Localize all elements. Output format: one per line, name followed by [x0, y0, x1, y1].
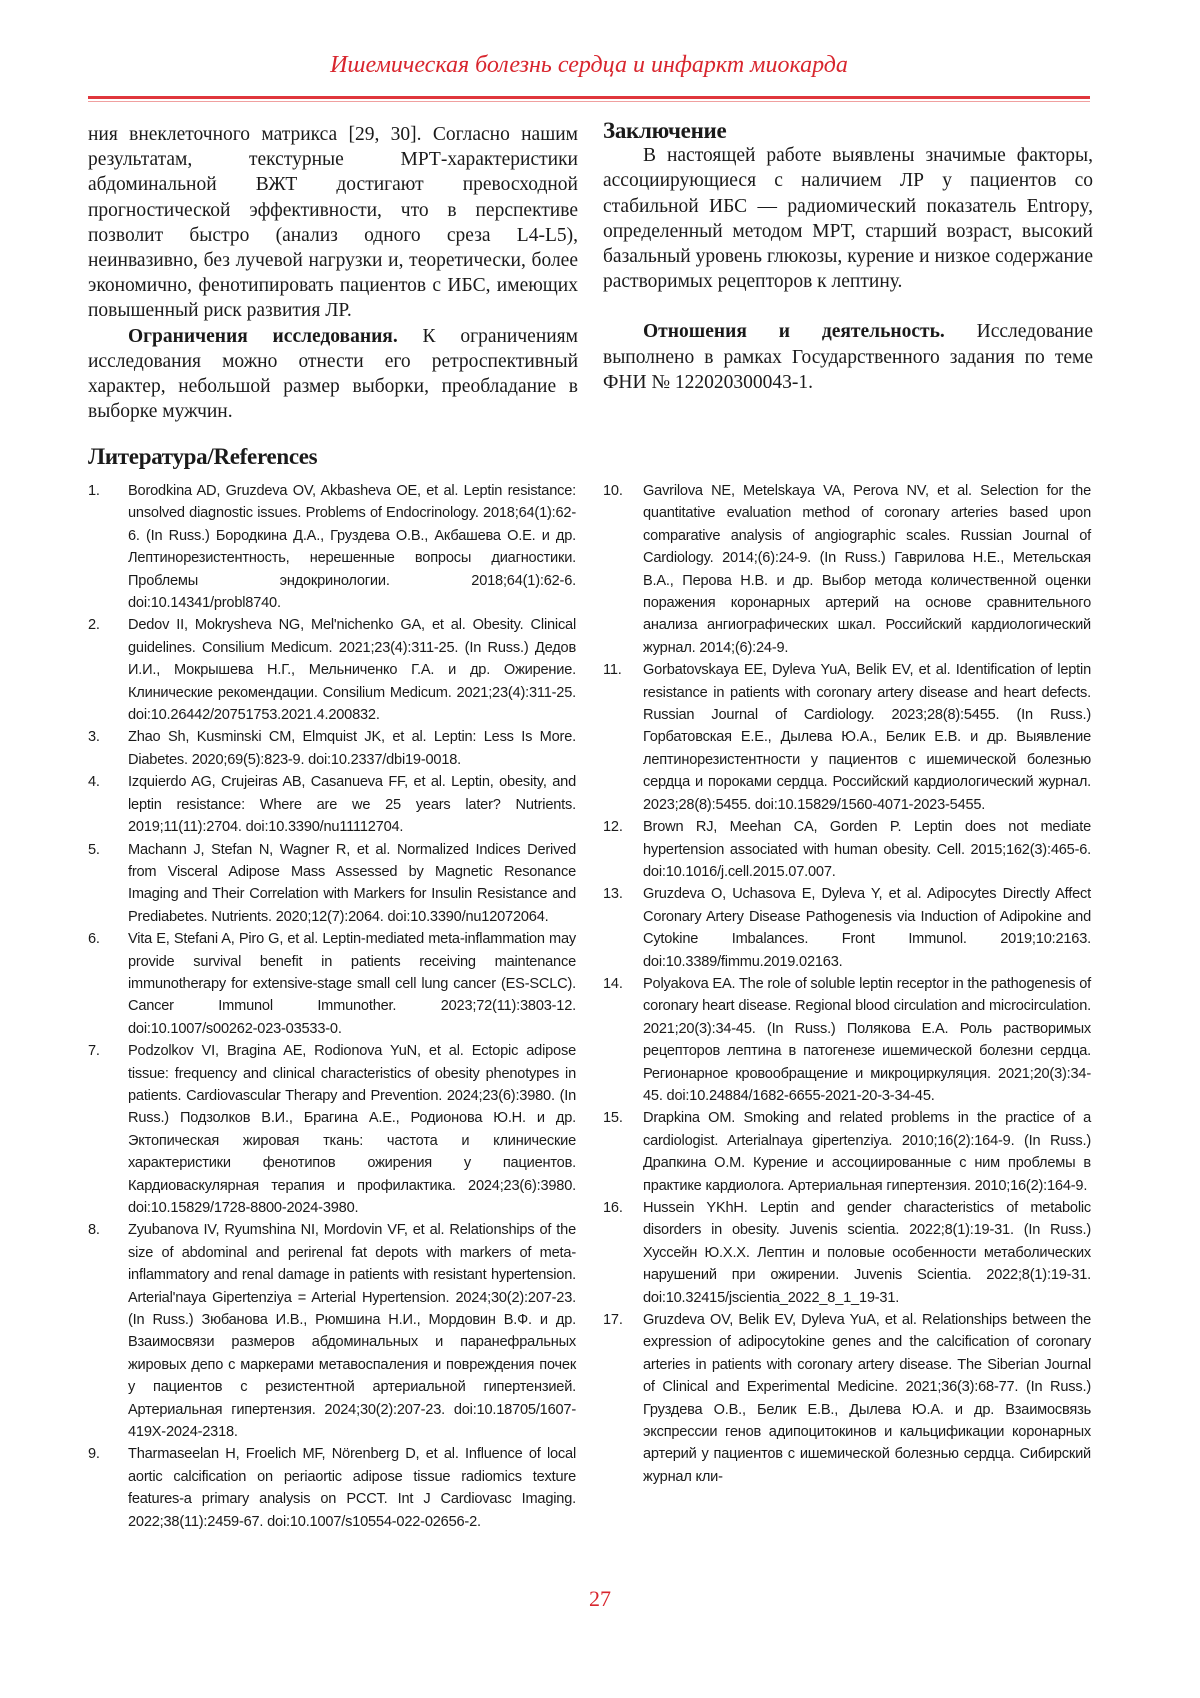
reference-item	[603, 1197, 1091, 1309]
reference-item	[603, 480, 1091, 659]
references-left-column	[88, 480, 576, 1533]
conclusion-paragraph: В настоящей работе выявлены значимые факторы, ассоциирующиеся с наличием ЛР у пациентов со стабильной ИБС — радиомический показатель Entropy, определенный методом МРТ, старший возраст, высокий базальный уровень глюкозы, курение и низкое содержание растворимых рецепторов к лептину.	[603, 143, 1093, 294]
reference-number: 8.	[88, 1219, 128, 1443]
relations-paragraph	[603, 319, 1093, 395]
reference-text: Vita E, Stefani A, Piro G, et al. Leptin-mediated meta-inflammation may provide survival benefit in patients receiving maintenance immunotherapy for extensive-stage small cell lung cancer (ES-SCLC). Cancer Immunol Immunother. 2023;72(11):3803-12. doi:10.1007/s00262-023-03533-0.	[128, 928, 576, 1040]
reference-item	[603, 1309, 1091, 1488]
reference-number: 12.	[603, 816, 643, 883]
reference-item	[88, 928, 576, 1040]
reference-text: Gruzdeva O, Uchasova E, Dyleva Y, et al. Adipocytes Directly Affect Coronary Artery Disease Pathogenesis via Induction of Adipokine and Cytokine Imbalances. Front Immunol. 2019;10:2163. doi:10.3389/fimmu.2019.02163.	[643, 883, 1091, 973]
reference-text: Drapkina OM. Smoking and related problems in the practice of a cardiologist. Arterialnaya gipertenziya. 2010;16(2):164-9. (In Russ.) Драпкина О.М. Курение и ассоциированные с ним проблемы в практике кардиолога. Артериальная гипертензия. 2010;16(2):164-9.	[643, 1107, 1091, 1197]
reference-number: 14.	[603, 973, 643, 1107]
reference-text: Gorbatovskaya EE, Dyleva YuA, Belik EV, et al. Identification of leptin resistance in patients with coronary artery disease and heart defects. Russian Journal of Cardiology. 2023;28(8):5455. (In Russ.) Горбатовская Е.Е., Дылева Ю.А., Белик Е.В. и др. Выявление лептинорезистентности у пациентов с ишемической болезнью сердца и пороками сердца. Российский кардиологический журнал. 2023;28(8):5455. doi:10.15829/1560-4071-2023-5455.	[643, 659, 1091, 816]
reference-text: Machann J, Stefan N, Wagner R, et al. Normalized Indices Derived from Visceral Adipose Mass Assessed by Magnetic Resonance Imaging and Their Correlation with Markers for Insulin Resistance and Prediabetes. Nutrients. 2020;12(7):2064. doi:10.3390/nu12072064.	[128, 839, 576, 929]
running-header: Ишемическая болезнь сердца и инфаркт миокарда	[88, 52, 1090, 79]
references-heading: Литература/References	[88, 444, 317, 470]
reference-item	[88, 839, 576, 929]
paragraph: ния внеклеточного матрикса [29, 30]. Согласно нашим результатам, текстурные МРТ-характеристики абдоминальной ВЖТ достигают превосходной прогностической эффективности, что в перспективе позволит быстро (анализ одного среза L4-L5), неинвазивно, без лучевой нагрузки и, теоретически, более экономично, фенотипировать пациентов с ИБС, имеющих повышенный риск развития ЛР.	[88, 122, 578, 324]
reference-number: 1.	[88, 480, 128, 614]
reference-text: Gruzdeva OV, Belik EV, Dyleva YuA, et al. Relationships between the expression of adipocytokine genes and the calcification of coronary arteries in patients with coronary artery disease. The Siberian Journal of Clinical and Experimental Medicine. 2021;36(3):68-77. (In Russ.) Груздева О.В., Белик Е.В., Дылева Ю.А. и др. Взаимосвязь экспрессии генов адипоцитокинов и кальцификации коронарных артерий у пациентов с ишемической болезнью сердца. Сибирский журнал кли-	[643, 1309, 1091, 1488]
reference-number: 7.	[88, 1040, 128, 1219]
reference-text: Dedov II, Mokrysheva NG, Mel'nichenko GA, et al. Obesity. Clinical guidelines. Consilium Medicum. 2021;23(4):311-25. (In Russ.) Дедов И.И., Мокрышева Н.Г., Мельниченко Г.А. и др. Ожирение. Клинические рекомендации. Consilium Medicum. 2021;23(4):311-25. doi:10.26442/20751753.2021.4.200832.	[128, 614, 576, 726]
right-column-body	[603, 118, 1093, 395]
left-column-body	[88, 122, 578, 424]
reference-text: Podzolkov VI, Bragina AE, Rodionova YuN, et al. Ectopic adipose tissue: frequency and clinical characteristics of obesity phenotypes in patients. Cardiovascular Therapy and Prevention. 2024;23(6):3980. (In Russ.) Подзолков В.И., Брагина А.Е., Родионова Ю.Н. и др. Эктопическая жировая ткань: частота и клинические характеристики фенотипов ожирения у пациентов. Кардиоваскулярная терапия и профилактика. 2024;23(6):3980. doi:10.15829/1728-8800-2024-3980.	[128, 1040, 576, 1219]
reference-text: Hussein YKhH. Leptin and gender characteristics of metabolic disorders in obesity. Juvenis scientia. 2022;8(1):19-31. (In Russ.) Хуссейн Ю.Х.Х. Лептин и половые особенности метаболических нарушений при ожирении. Juvenis Scientia. 2022;8(1):19-31. doi:10.32415/jscientia_2022_8_1_19-31.	[643, 1197, 1091, 1309]
reference-item	[603, 816, 1091, 883]
reference-item	[88, 1443, 576, 1533]
relations-label: Отношения и деятельность.	[643, 321, 945, 342]
limitations-text: К ограничениям исследования можно отнести его ретроспективный характер, небольшой размер выборки, преобладание в выборке мужчин.	[88, 326, 578, 423]
reference-item	[603, 1107, 1091, 1197]
limitations-label: Ограничения исследования.	[128, 326, 398, 347]
reference-number: 5.	[88, 839, 128, 929]
reference-number: 17.	[603, 1309, 643, 1488]
reference-text: Izquierdo AG, Crujeiras AB, Casanueva FF, et al. Leptin, obesity, and leptin resistance: Where are we 25 years later? Nutrients. 2019;11(11):2704. doi:10.3390/nu11112704.	[128, 771, 576, 838]
reference-text: Zhao Sh, Kusminski CM, Elmquist JK, et al. Leptin: Less Is More. Diabetes. 2020;69(5):823-9. doi:10.2337/dbi19-0018.	[128, 726, 576, 771]
conclusion-heading: Заключение	[603, 118, 1093, 143]
reference-number: 3.	[88, 726, 128, 771]
reference-number: 16.	[603, 1197, 643, 1309]
reference-item	[603, 883, 1091, 973]
reference-number: 6.	[88, 928, 128, 1040]
relations-text: Исследование выполнено в рамках Государственного задания по теме ФНИ № 122020300043-1.	[603, 321, 1093, 392]
reference-item	[88, 1219, 576, 1443]
reference-text: Gavrilova NE, Metelskaya VA, Perova NV, et al. Selection for the quantitative evaluation method of coronary arteries based upon comparative analysis of angiographic scales. Russian Journal of Cardiology. 2014;(6):24-9. (In Russ.) Гаврилова Н.Е., Метельская В.А., Перова Н.В. и др. Выбор метода количественной оценки поражения коронарных артерий на основе сравнительного анализа ангиографических шкал. Российский кардиологический журнал. 2014;(6):24-9.	[643, 480, 1091, 659]
reference-number: 9.	[88, 1443, 128, 1533]
reference-text: Tharmaseelan H, Froelich MF, Nörenberg D, et al. Influence of local aortic calcification on periaortic adipose tissue radiomics texture features-a primary analysis on PCCT. Int J Cardiovasc Imaging. 2022;38(11):2459-67. doi:10.1007/s10554-022-02656-2.	[128, 1443, 576, 1533]
page-number: 27	[0, 1586, 1200, 1612]
reference-item	[603, 659, 1091, 816]
reference-item	[88, 614, 576, 726]
reference-number: 4.	[88, 771, 128, 838]
reference-number: 10.	[603, 480, 643, 659]
reference-text: Borodkina AD, Gruzdeva OV, Akbasheva OE, et al. Leptin resistance: unsolved diagnostic issues. Problems of Endocrinology. 2018;64(1):62-6. (In Russ.) Бородкина Д.А., Груздева О.В., Акбашева О.Е. и др. Лептинорезистентность, нерешенные вопросы диагностики. Проблемы эндокринологии. 2018;64(1):62-6. doi:10.14341/probl8740.	[128, 480, 576, 614]
header-divider-thin	[88, 101, 1090, 102]
reference-item	[88, 1040, 576, 1219]
reference-item	[88, 771, 576, 838]
reference-item	[603, 973, 1091, 1107]
reference-text: Zyubanova IV, Ryumshina NI, Mordovin VF, et al. Relationships of the size of abdominal and perirenal fat depots with markers of meta-inflammatory and renal damage in patients with resistant hypertension. Arterial'naya Gipertenziya = Arterial Hypertension. 2024;30(2):207-23. (In Russ.) Зюбанова И.В., Рюмшина Н.И., Мордовин В.Ф. и др. Взаимосвязи размеров абдоминальных и паранефральных жировых депо с маркерами метавоспаления и повреждения почек у пациентов с резистентной артериальной гипертензией. Артериальная гипертензия. 2024;30(2):207-23. doi:10.18705/1607-419X-2024-2318.	[128, 1219, 576, 1443]
reference-item	[88, 726, 576, 771]
references-right-column	[603, 480, 1091, 1488]
reference-text: Brown RJ, Meehan CA, Gorden P. Leptin does not mediate hypertension associated with human obesity. Cell. 2015;162(3):465-6. doi:10.1016/j.cell.2015.07.007.	[643, 816, 1091, 883]
reference-number: 13.	[603, 883, 643, 973]
limitations-paragraph	[88, 324, 578, 425]
reference-number: 2.	[88, 614, 128, 726]
reference-item	[88, 480, 576, 614]
reference-number: 15.	[603, 1107, 643, 1197]
header-divider	[88, 96, 1090, 99]
reference-number: 11.	[603, 659, 643, 816]
reference-text: Polyakova EA. The role of soluble leptin receptor in the pathogenesis of coronary heart disease. Regional blood circulation and microcirculation. 2021;20(3):34-45. (In Russ.) Полякова Е.А. Роль растворимых рецепторов лептина в патогенезе ишемической болезни сердца. Регионарное кровообращение и микроциркуляция. 2021;20(3):34-45. doi:10.24884/1682-6655-2021-20-3-34-45.	[643, 973, 1091, 1107]
